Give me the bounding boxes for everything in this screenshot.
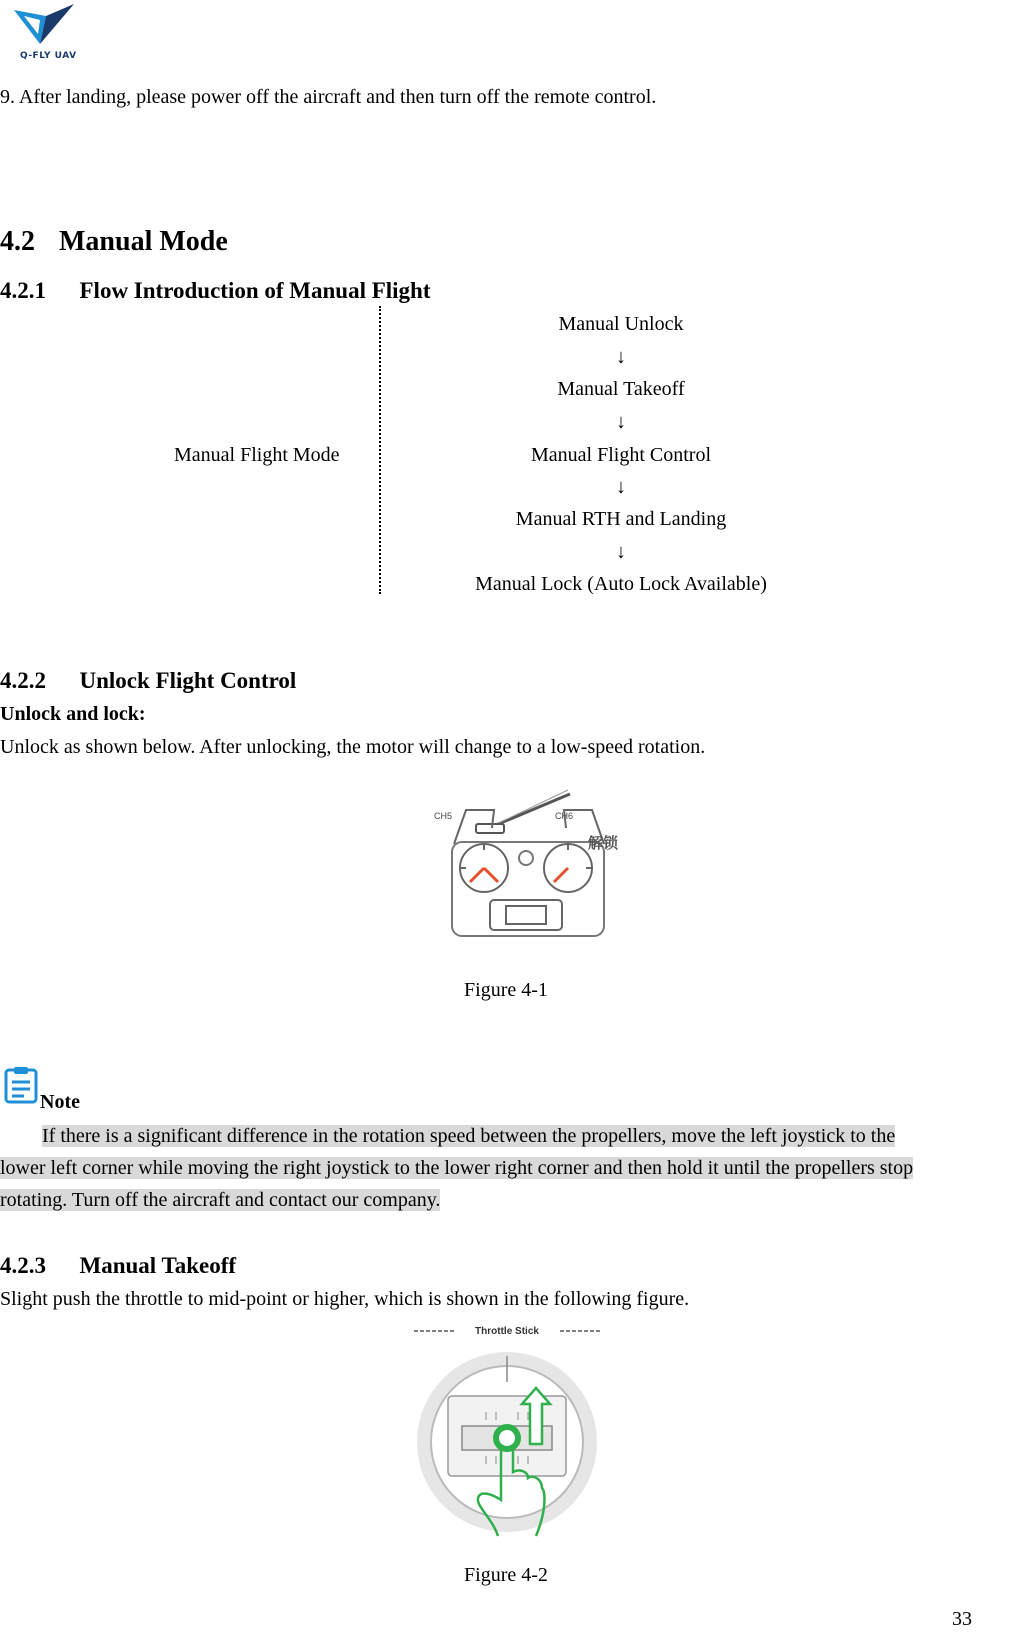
section-number: 4.2.1 [0, 278, 46, 303]
throttle-stick-figure [412, 1322, 602, 1540]
company-logo [10, 2, 80, 64]
section-title: Flow Introduction of Manual Flight [79, 278, 431, 303]
section-4-2-3-heading [0, 1253, 236, 1279]
section-title: Manual Mode [59, 226, 228, 257]
section-number: 4.2.2 [0, 668, 46, 693]
section-4-2-heading [0, 226, 228, 258]
section-4-2-1-heading [0, 278, 431, 304]
flow-step-4: Manual RTH and Landing [515, 508, 727, 530]
figure-4-2-caption: Figure 4-2 [464, 1564, 548, 1586]
flow-arrow-3: ↓ [616, 476, 626, 498]
intro-step-9: 9. After landing, please power off the aircraft and then turn off the remote control. [0, 86, 657, 108]
section-number: 4.2 [0, 226, 35, 257]
logo-mark-icon [10, 2, 80, 52]
ch5-label: CH5 [434, 811, 453, 821]
note-line-2: lower left corner while moving the right joystick to the lower right corner and then hold it until the propellers stop [0, 1157, 914, 1179]
throttle-stick-label: Throttle Stick [475, 1326, 539, 1337]
flow-dotted-divider [379, 306, 381, 594]
unlock-label: 解锁 [588, 834, 619, 852]
flow-mode-label: Manual Flight Mode [174, 444, 340, 466]
note-body [0, 1120, 1012, 1216]
flow-step-5: Manual Lock (Auto Lock Available) [475, 573, 767, 595]
unlock-description: Unlock as shown below. After unlocking, the motor will change to a low-speed rotation. [0, 736, 706, 758]
flow-arrow-4: ↓ [616, 541, 626, 563]
ch6-label: CH6 [555, 811, 574, 821]
figure-4-1-caption: Figure 4-1 [464, 979, 548, 1001]
page-number: 33 [952, 1608, 972, 1630]
flow-step-1: Manual Unlock [558, 313, 684, 335]
flow-step-2: Manual Takeoff [557, 378, 685, 400]
flow-step-3: Manual Flight Control [531, 444, 711, 466]
flow-arrow-1: ↓ [616, 346, 626, 368]
flow-arrow-2: ↓ [616, 411, 626, 433]
note-title: Note [40, 1091, 80, 1113]
note-icon [4, 1066, 38, 1104]
throttle-stick-icon [412, 1322, 602, 1540]
remote-controller-figure [432, 788, 632, 940]
note-line-3: rotating. Turn off the aircraft and contact our company. [0, 1189, 441, 1211]
section-title: Manual Takeoff [79, 1253, 237, 1278]
takeoff-description: Slight push the throttle to mid-point or higher, which is shown in the following figure. [0, 1288, 690, 1310]
remote-controller-icon [432, 788, 632, 940]
section-number: 4.2.3 [0, 1253, 46, 1278]
section-4-2-2-heading [0, 668, 296, 694]
note-line-1: If there is a significant difference in the rotation speed between the propellers, move the left joystick to the [42, 1125, 896, 1147]
section-title: Unlock Flight Control [79, 668, 297, 693]
unlock-lock-subheading: Unlock and lock: [0, 703, 146, 725]
logo-text: Q-FLY UAV [20, 51, 77, 61]
